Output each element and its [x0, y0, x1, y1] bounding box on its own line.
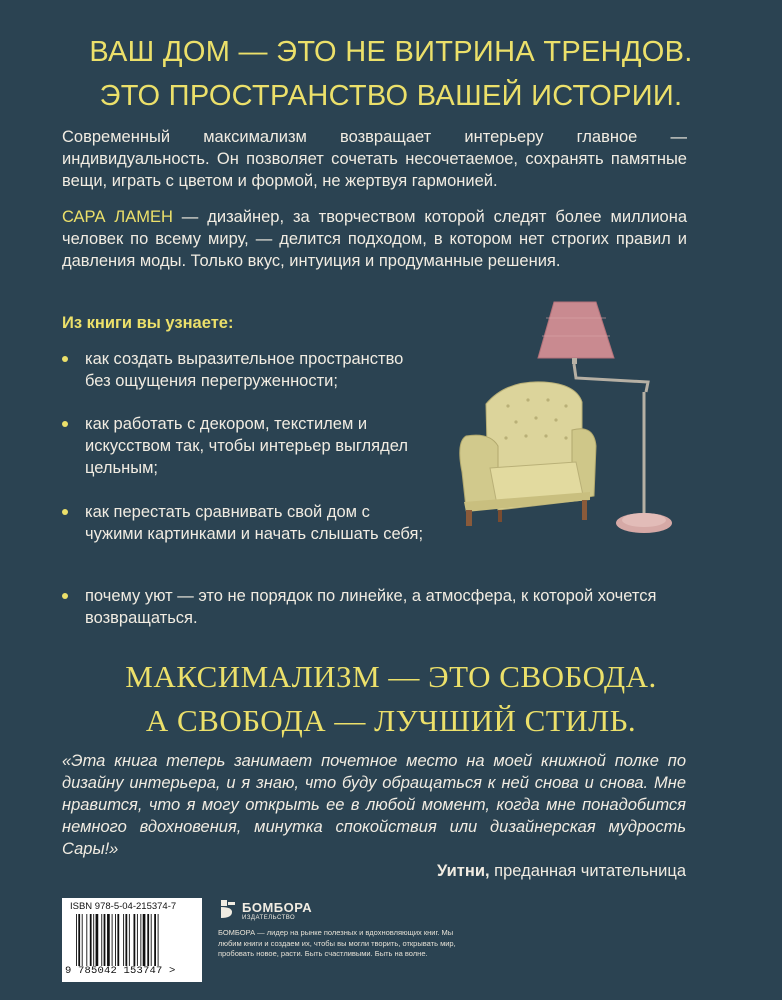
publisher-name: БОМБОРА [242, 900, 313, 915]
list-item: как создать выразительное пространство без ощущения перегруженности; [62, 348, 430, 392]
list-item: как работать с декором, текстилем и искусством так, чтобы интерьер выглядел цельным; [62, 413, 430, 479]
barcode-digits: 9 785042 153747 > [65, 965, 176, 977]
barcode-bars-icon [76, 914, 192, 966]
review-author: Уитни, [437, 862, 490, 880]
armchair-icon [460, 382, 596, 526]
headline-top [0, 30, 782, 118]
headline-top-line1: ВАШ ДОМ — ЭТО НЕ ВИТРИНА ТРЕНДОВ. [89, 36, 693, 68]
armchair-lamp-illustration [436, 296, 706, 556]
author-paragraph [62, 206, 687, 272]
isbn-number: ISBN 978-5-04-215374-7 [70, 901, 177, 912]
review-author-role: преданная читательница [489, 862, 686, 880]
intro-paragraph: Современный максимализм возвращает интерьеру главное — индивидуальность. Он позволяет сочетать несочетаемое, сохранять памятные вещи, играть с цветом и формой, не жертвуя гармонией. [62, 128, 687, 190]
learn-heading: Из книги вы узнаете: [62, 314, 234, 332]
list-item: почему уют — это не порядок по линейке, а атмосфера, к которой хочется возвращаться. [62, 585, 705, 629]
headline-top-line2: ЭТО ПРОСТРАНСТВО ВАШЕЙ ИСТОРИИ. [99, 80, 683, 112]
author-name: САРА ЛАМЕН [62, 208, 173, 226]
headline-bottom-line1: МАКСИМАЛИЗМ — ЭТО СВОБОДА. [125, 659, 657, 694]
list-item: как перестать сравнивать свой дом с чужими картинками и начать слышать себя; [62, 501, 430, 545]
headline-bottom-line2: А СВОБОДА — ЛУЧШИЙ СТИЛЬ. [145, 703, 637, 738]
bombora-logo-icon [218, 898, 238, 920]
publisher-subtitle: ИЗДАТЕЛЬСТВО [242, 915, 296, 921]
publisher-description: БОМБОРА — лидер на рынке полезных и вдохновляющих книг. Мы любим книги и создаем их, чтобы вы могли творить, открывать мир, пробовать новое, расти. Быть счастливыми. Быть на волне. [218, 928, 456, 958]
author-text: — дизайнер, за творчеством которой следят более миллиона человек по всему миру, — делится подходом, в котором нет строгих правил и давления моды. Только вкус, интуиция и продуманные решения. [62, 208, 687, 270]
review-attribution [437, 862, 686, 881]
barcode [62, 898, 202, 982]
review-quote: «Эта книга теперь занимает почетное место на моей книжной полке по дизайну интерьера, и я знаю, что буду обращаться к ней снова и снова. Мне нравится, что я могу открыть ее в любой момент, когда мне понадобится немного вдохновения, минутка спокойствия или дизайнерская мудрость Сары!» [62, 752, 686, 858]
headline-bottom [0, 655, 782, 743]
